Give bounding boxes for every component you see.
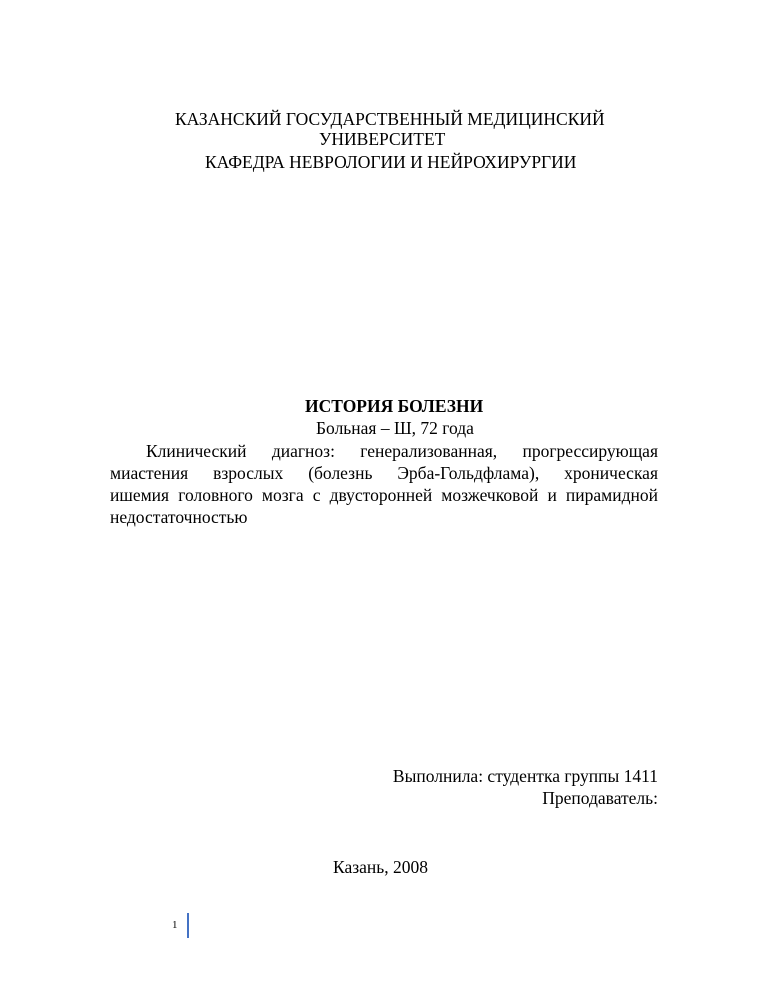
page-number: 1 <box>172 919 178 931</box>
university-name: КАЗАНСКИЙ ГОСУДАРСТВЕННЫЙ МЕДИЦИНСКИЙ <box>175 109 605 129</box>
diagnosis-line-4: недостаточностью <box>110 507 248 527</box>
performed-by: Выполнила: студентка группы 1411 <box>392 766 658 786</box>
city-year: Казань, 2008 <box>333 857 428 877</box>
teacher: Преподаватель: <box>542 788 658 808</box>
diagnosis-line-2: миастения взрослых (болезнь Эрба-Гольдфлама), хроническая <box>110 463 658 483</box>
department-name: КАФЕДРА НЕВРОЛОГИИ И НЕЙРОХИРУРГИИ <box>205 152 577 172</box>
patient-info: Больная – Ш, 72 года <box>316 418 474 438</box>
page-number-marker <box>187 913 189 938</box>
university-name-continued: УНИВЕРСИТЕТ <box>319 129 446 149</box>
diagnosis-line-1: Клинический диагноз: генерализованная, прогрессирующая <box>146 441 658 461</box>
diagnosis-line-3: ишемия головного мозга с двусторонней мозжечковой и пирамидной <box>110 485 658 505</box>
document-title: ИСТОРИЯ БОЛЕЗНИ <box>305 396 484 416</box>
